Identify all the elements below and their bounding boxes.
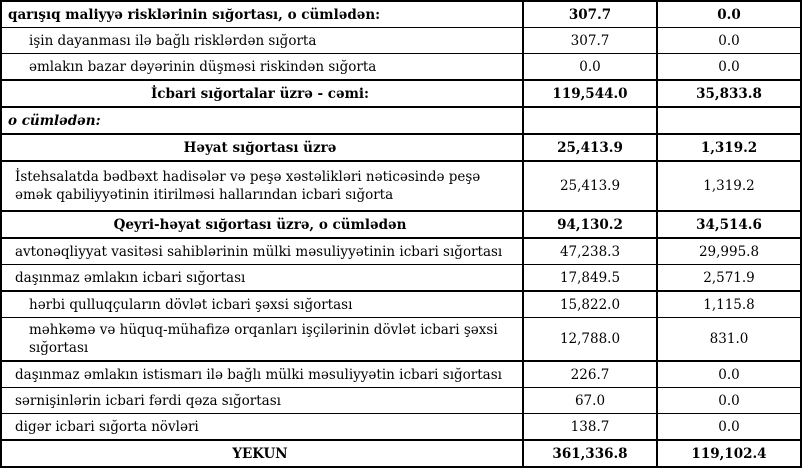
value-1-cell: 25,413.9: [523, 134, 657, 161]
value-1-cell: 226.7: [523, 361, 657, 388]
value-1-cell: 138.7: [523, 414, 657, 441]
row-label: sərnişinlərin icbari fərdi qəza sığortası: [1, 388, 523, 414]
value-2-cell: 1,319.2: [657, 134, 801, 161]
value-2-cell: 35,833.8: [657, 80, 801, 107]
value-1-cell: 307.7: [523, 28, 657, 54]
row-label: o cümlədən:: [1, 107, 523, 134]
value-2-cell: 2,571.9: [657, 265, 801, 292]
row-label: YEKUN: [1, 440, 523, 467]
table-row-section-heyat: [1, 134, 801, 161]
value-1-cell: 119,544.0: [523, 80, 657, 107]
table-row: [1, 265, 801, 292]
row-label: daşınmaz əmlakın icbari sığortası: [1, 265, 523, 292]
table-row: [1, 291, 801, 318]
value-1-cell: 15,822.0: [523, 291, 657, 318]
value-2-cell: 0.0: [657, 361, 801, 388]
value-1-cell: 361,336.8: [523, 440, 657, 467]
row-label: hərbi qulluqçuların dövlət icbari şəxsi sığortası: [1, 291, 523, 318]
value-2-cell: 0.0: [657, 414, 801, 441]
row-label: əmlakın bazar dəyərinin düşməsi riskindən sığorta: [1, 54, 523, 81]
table-row: [1, 107, 801, 134]
value-1-cell: 12,788.0: [523, 318, 657, 362]
row-label: qarışıq maliyyə risklərinin sığortası, o cümlədən:: [1, 1, 523, 28]
value-2-cell: 119,102.4: [657, 440, 801, 467]
table-row: [1, 414, 801, 441]
table-row: [1, 238, 801, 265]
table-row: [1, 28, 801, 54]
row-label: Qeyri-həyat sığortası üzrə, o cümlədən: [1, 211, 523, 238]
row-label: İcbari sığortalar üzrə - cəmi:: [1, 80, 523, 107]
row-label: daşınmaz əmlakın istismarı ilə bağlı mülki məsuliyyətin icbari sığortası: [1, 361, 523, 388]
value-1-cell: 67.0: [523, 388, 657, 414]
value-2-cell: 1,319.2: [657, 161, 801, 211]
value-2-cell: 0.0: [657, 28, 801, 54]
row-label: İstehsalatda bədbəxt hadisələr və peşə xəstəlikləri nəticəsində peşə əmək qabiliyyətinin itirilməsi hallarından icbari sığorta: [1, 161, 523, 211]
value-1-cell: 307.7: [523, 1, 657, 28]
table-row: [1, 361, 801, 388]
table-row-section-qeyri-heyat: [1, 211, 801, 238]
value-1-cell: 25,413.9: [523, 161, 657, 211]
value-2-cell: 0.0: [657, 1, 801, 28]
row-label: işin dayanması ilə bağlı risklərdən sığorta: [1, 28, 523, 54]
row-label: digər icbari sığorta növləri: [1, 414, 523, 441]
table-row: [1, 1, 801, 28]
value-1-cell: 0.0: [523, 54, 657, 81]
table-row: [1, 54, 801, 81]
value-2-cell: 0.0: [657, 388, 801, 414]
table-row: [1, 388, 801, 414]
value-1-cell: 47,238.3: [523, 238, 657, 265]
value-1-cell: 17,849.5: [523, 265, 657, 292]
value-2-cell: 29,995.8: [657, 238, 801, 265]
value-1-cell: 94,130.2: [523, 211, 657, 238]
value-2-cell: [657, 107, 801, 134]
value-2-cell: 1,115.8: [657, 291, 801, 318]
row-label: Həyat sığortası üzrə: [1, 134, 523, 161]
value-2-cell: 831.0: [657, 318, 801, 362]
table-row: [1, 318, 801, 362]
row-label: məhkəmə və hüquq-mühafizə orqanları işçilərinin dövlət icbari şəxsi sığortası: [1, 318, 523, 362]
value-1-cell: [523, 107, 657, 134]
value-2-cell: 0.0: [657, 54, 801, 81]
table-row-yekun-total: [1, 440, 801, 467]
table-row: [1, 161, 801, 211]
value-2-cell: 34,514.6: [657, 211, 801, 238]
row-label: avtonəqliyyat vasitəsi sahiblərinin mülki məsuliyyətinin icbari sığortası: [1, 238, 523, 265]
table-row-total-icbari: [1, 80, 801, 107]
